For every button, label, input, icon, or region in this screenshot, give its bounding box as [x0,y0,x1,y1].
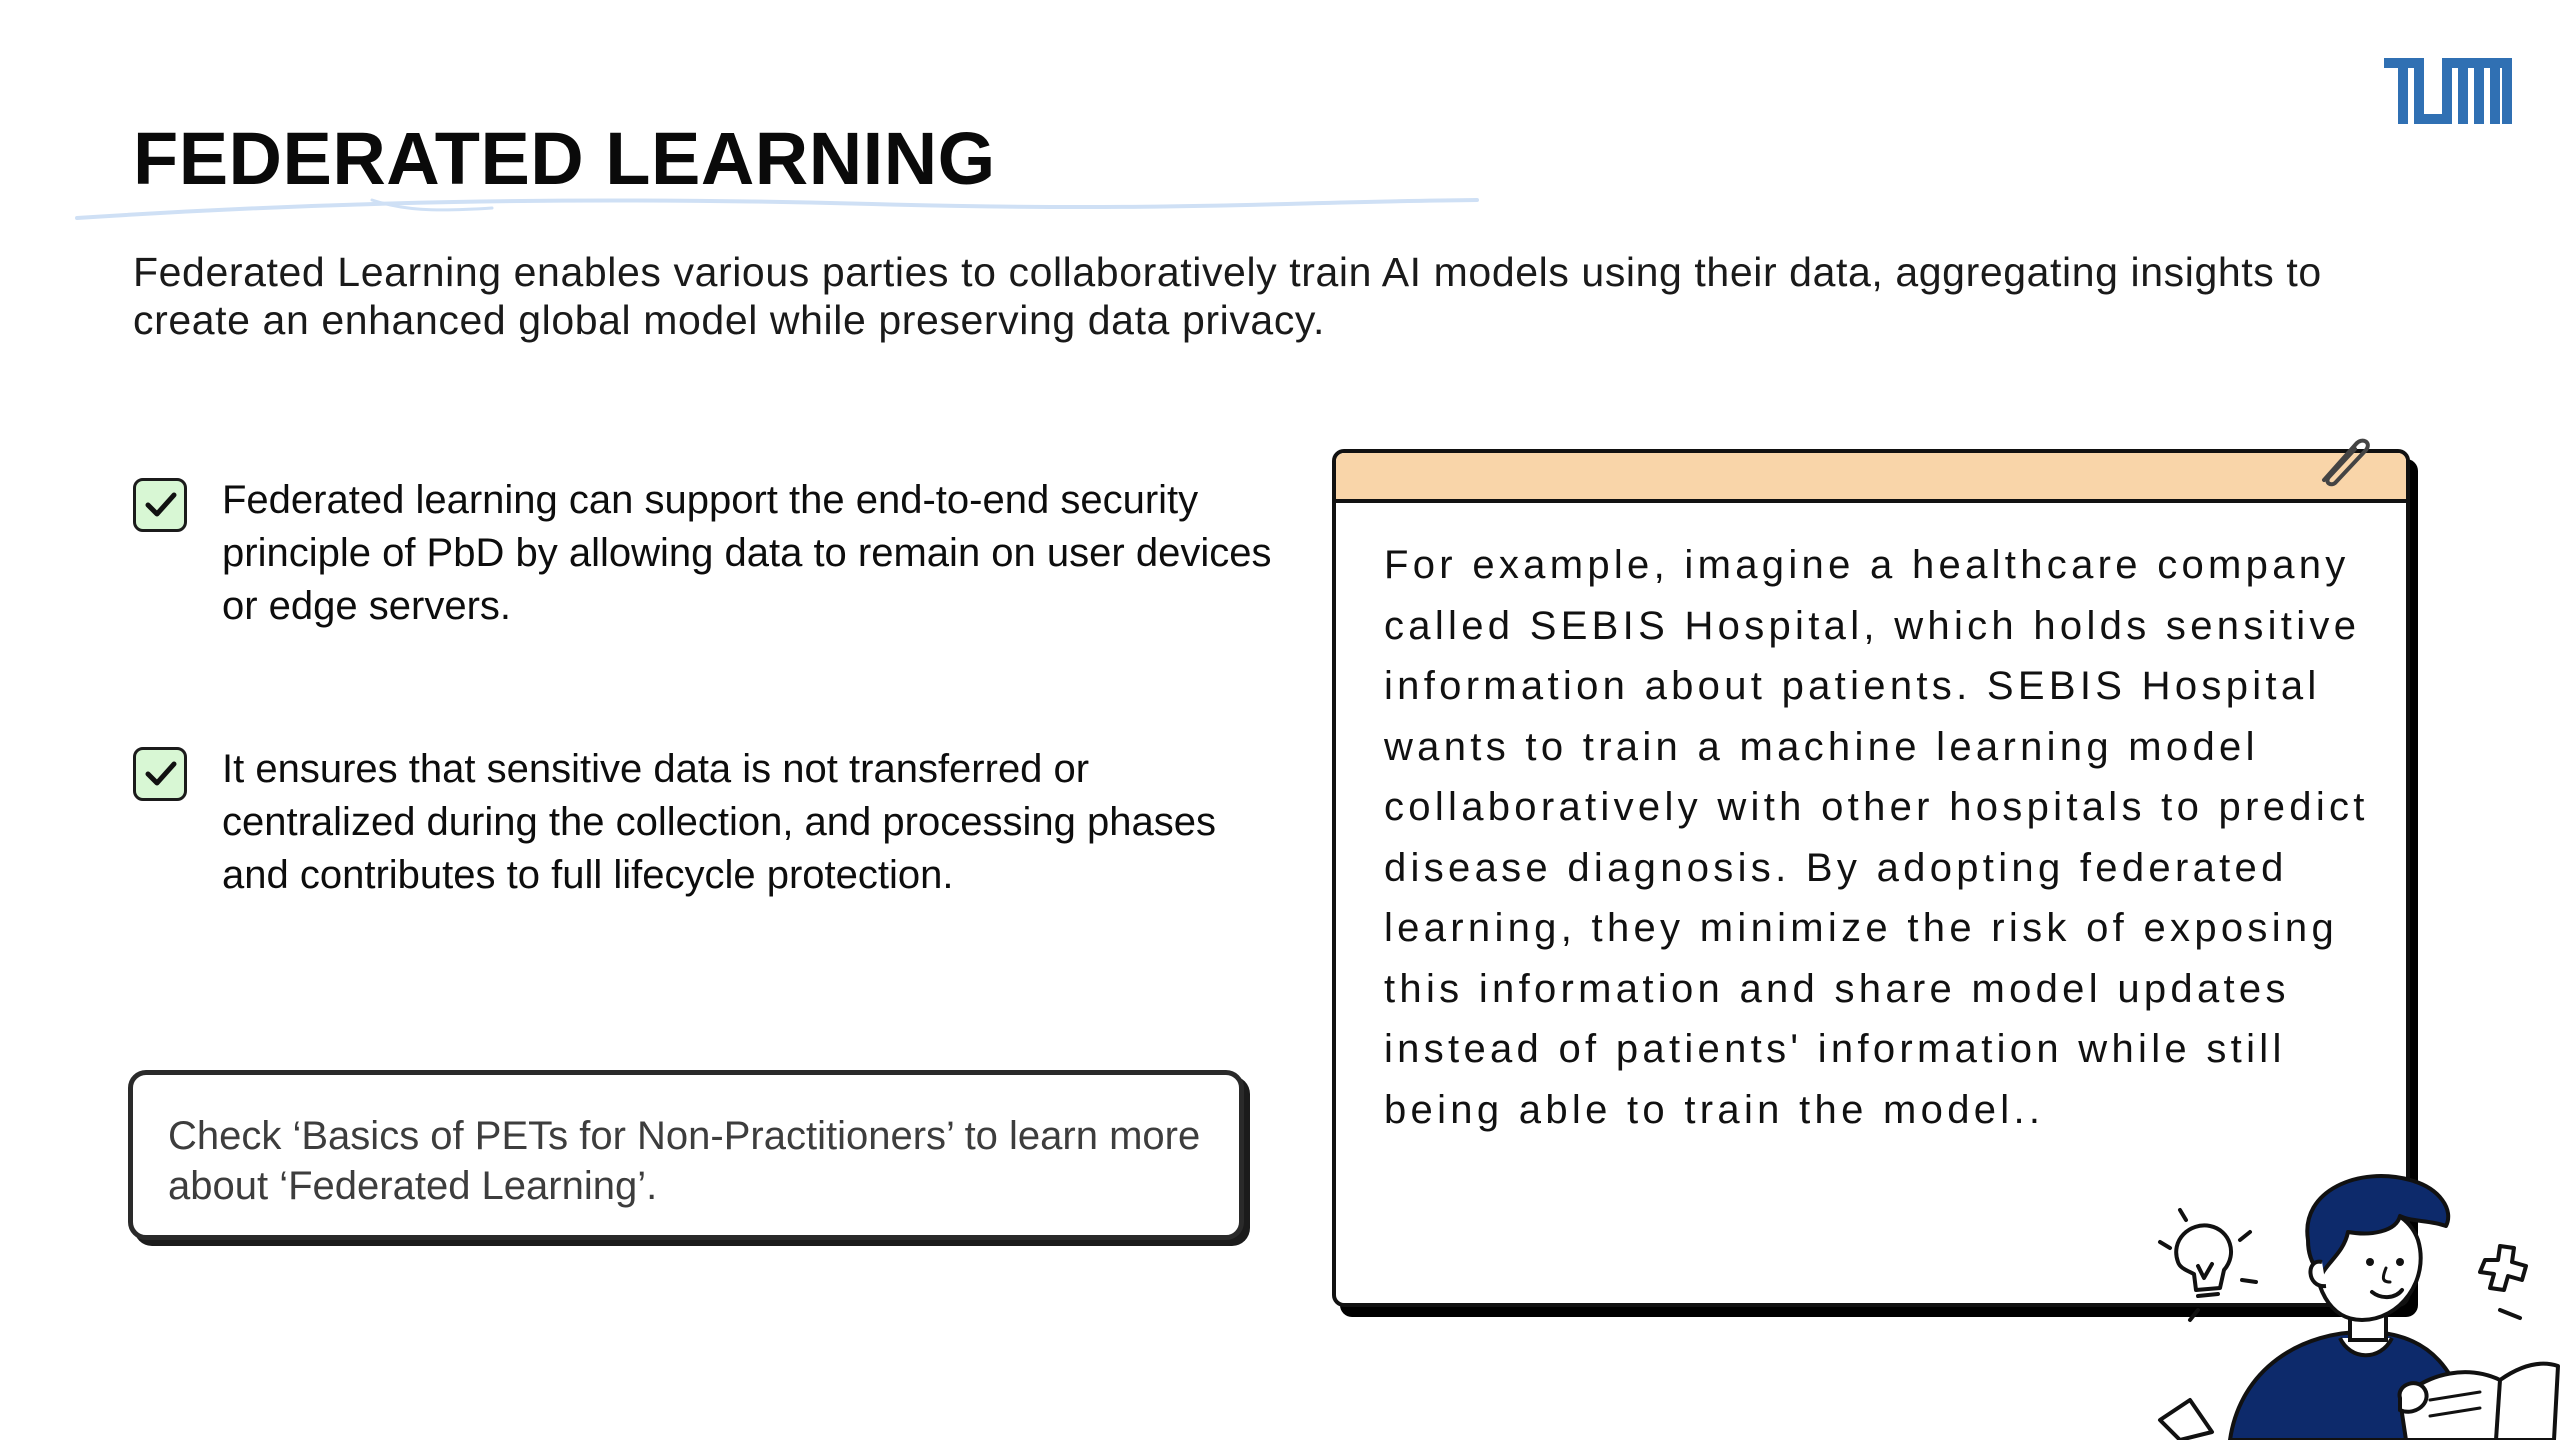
page-title: FEDERATED LEARNING [133,117,996,200]
example-card-text: For example, imagine a healthcare company called SEBIS Hospital, which holds sensitive information about patients. SEBIS Hospital wants to train a machine learning model collaboratively with other hospitals to predict disease diagnosis. By adopting federated learning, they minimize the risk of exposing this information and share model updates instead of patients' information while still being able to train the model.. [1384,543,2369,1132]
sparkle-icon [2480,1246,2526,1290]
checkbox-checked-icon [133,747,187,801]
lightbulb-icon [2160,1210,2256,1320]
tum-logo [2384,58,2512,124]
title-underline [72,188,1482,228]
bullet-text: It ensures that sensitive data is not transferred or centralized during the collection, and processing phases and contributes to full lifecycle protection. [222,747,1216,897]
bullet-text: Federated learning can support the end-to-end security principle of PbD by allowing data to remain on user devices or edge servers. [222,478,1272,628]
reference-note [128,1070,1244,1240]
intro-paragraph: Federated Learning enables various parties to collaboratively train AI models using their data, aggregating insights to create an enhanced global model while preserving data privacy. [133,249,2322,343]
checkbox-checked-icon [133,478,187,532]
paperclip-icon [2310,430,2376,490]
student-reading-illustration [2100,1170,2560,1440]
example-card-header [1336,453,2406,503]
reference-note-text: Check ‘Basics of PETs for Non-Practitioners’ to learn more about ‘Federated Learning’. [168,1114,1201,1208]
